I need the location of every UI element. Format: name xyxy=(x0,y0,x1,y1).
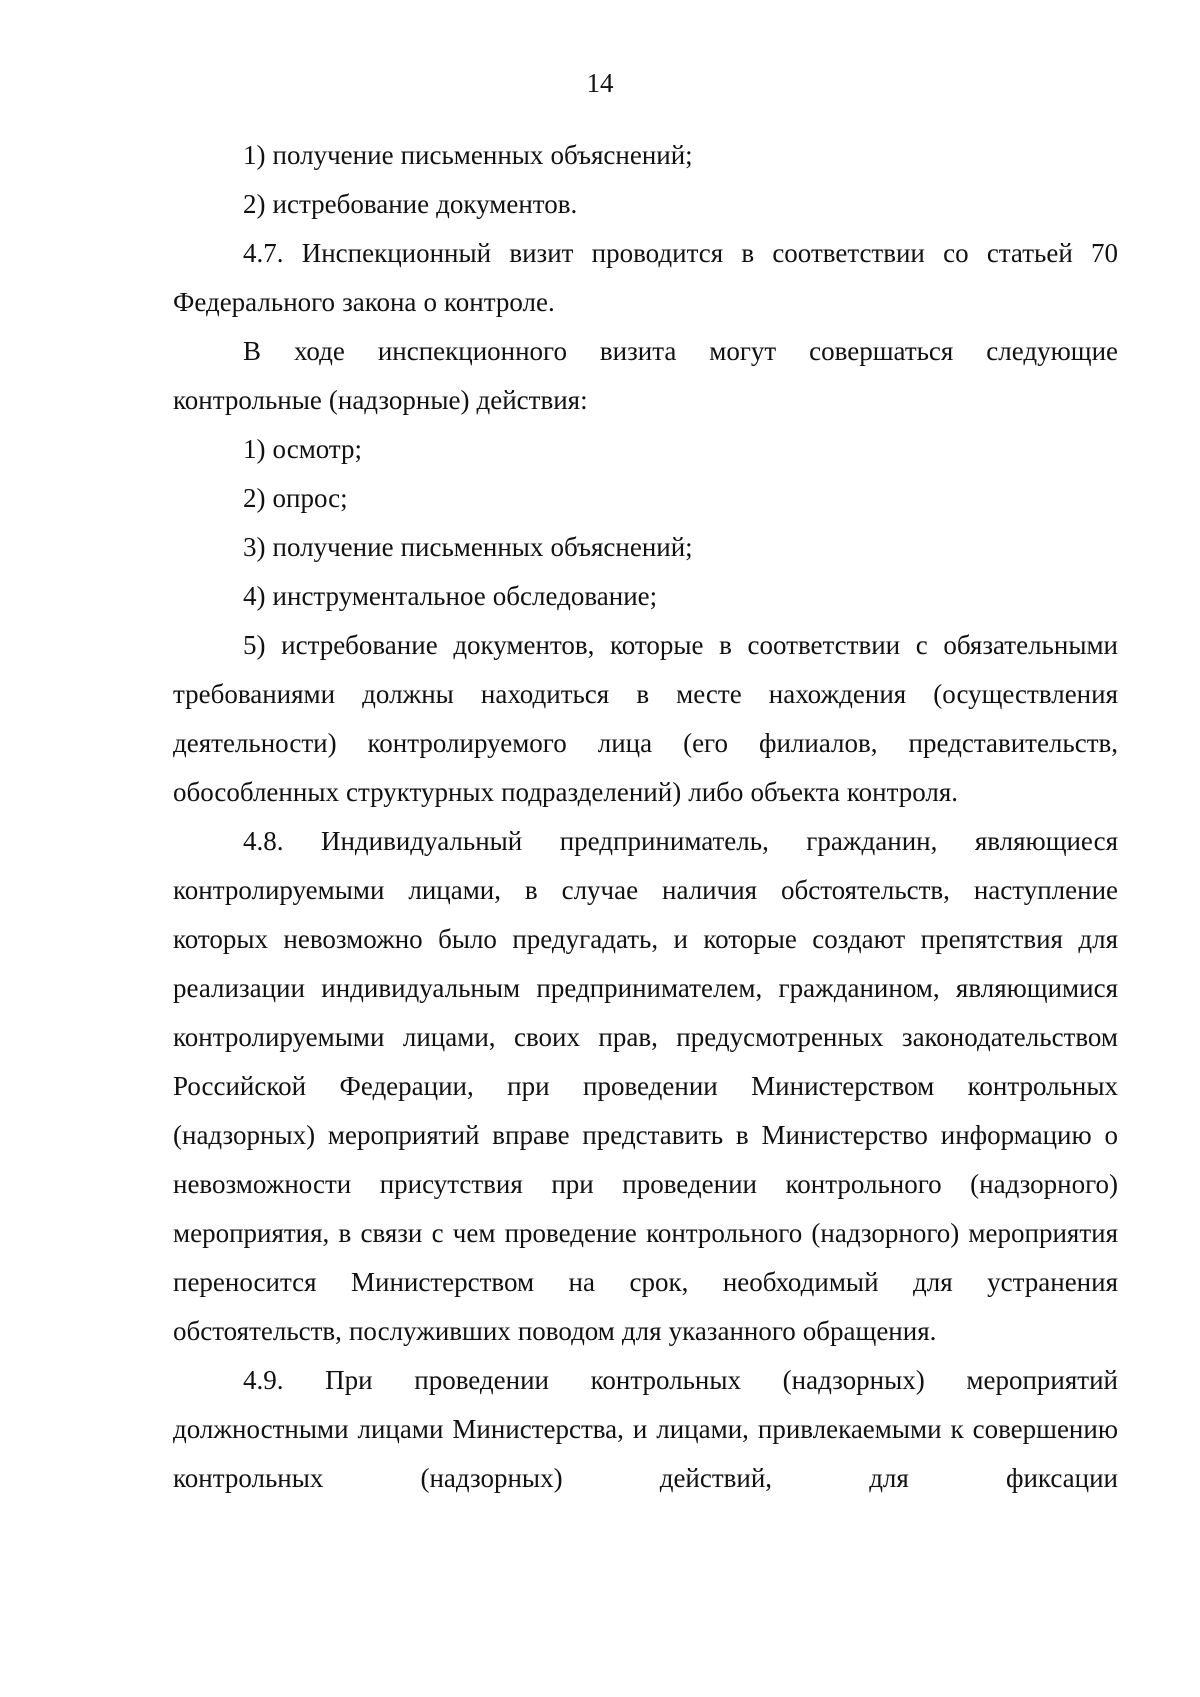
paragraph-4-9: 4.9. При проведении контрольных (надзорных) мероприятий должностными лицами Министерства, и лицами, привлекаемыми к совершению контрольных (надзорных) действий, для фиксации xyxy=(173,1365,1118,1493)
page-number: 14 xyxy=(586,68,614,98)
paragraph-4-8: 4.8. Индивидуальный предприниматель, гражданин, являющиеся контролируемыми лицами, в случае наличия обстоятельств, наступление которых невозможно было предугадать, и которые создают препятствия для реализации индивидуальным предпринимателем, гражданином, являющимися контролируемыми лицами, своих прав, предусмотренных законодательством Российской Федерации, при проведении Министерством контрольных (надзорных) мероприятий вправе представить в Министерство информацию о невозможности присутствия при проведении контрольного (надзорного) мероприятия, в связи с чем проведение контрольного (надзорного) мероприятия переносится Министерством на срок, необходимый для устранения обстоятельств, послуживших поводом для указанного обращения. xyxy=(173,826,1118,1346)
paragraph-item-1: 1) получение письменных объяснений; xyxy=(243,140,693,170)
paragraph-action-2: 2) опрос; xyxy=(243,483,348,513)
paragraph-action-5: 5) истребование документов, которые в соответствии с обязательными требованиями должны находиться в месте нахождения (осуществления деятельности) контролируемого лица (его филиалов, представительств, обособленных структурных подразделений) либо объекта контроля. xyxy=(173,630,1118,807)
paragraph-action-3: 3) получение письменных объяснений; xyxy=(243,532,693,562)
paragraph-4-7: 4.7. Инспекционный визит проводится в соответствии со статьей 70 Федерального закона о контроле. xyxy=(173,238,1118,317)
document-body xyxy=(173,131,1118,1503)
paragraph-action-1: 1) осмотр; xyxy=(243,434,363,464)
paragraph-inspection-actions-intro: В ходе инспекционного визита могут совершаться следующие контрольные (надзорные) действия: xyxy=(173,336,1118,415)
paragraph-action-4: 4) инструментальное обследование; xyxy=(243,581,658,611)
paragraph-item-2: 2) истребование документов. xyxy=(243,189,578,219)
